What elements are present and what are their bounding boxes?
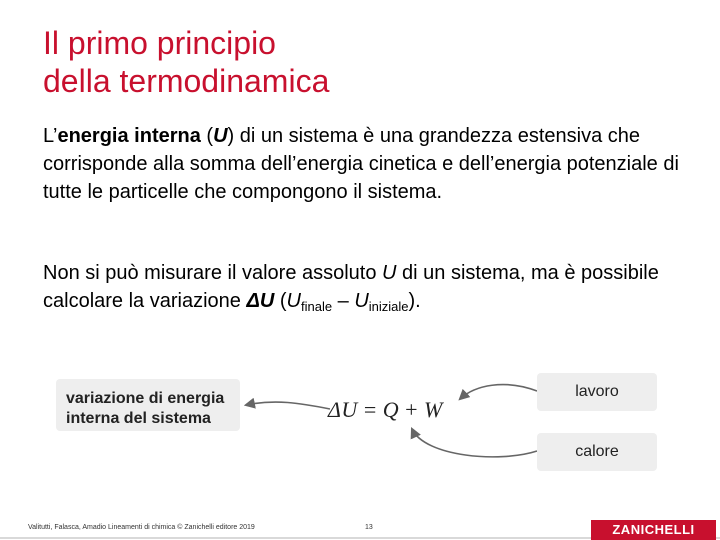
p2-text-d: ). — [408, 290, 421, 312]
first-law-formula — [328, 397, 443, 423]
p2-u-initial: U — [354, 290, 369, 312]
p2-delta-u: ΔU — [246, 290, 275, 312]
p2-text-a: Non si può misurare il valore assoluto — [43, 262, 383, 284]
p2-sub-initial: iniziale — [368, 299, 409, 314]
page-number: 13 — [365, 524, 373, 531]
p1-text-c: ) di un sistema è una grandezza estensiva che corrisponde alla somma dell’energia cinetica e dell’energia potenziale di tutte le particelle che compongono il sistema. — [43, 125, 679, 203]
p1-text-b: ( — [200, 125, 214, 147]
first-law-diagram — [50, 365, 675, 495]
formula-q: Q — [382, 397, 400, 422]
internal-energy-box: variazione di energia interna del sistema — [56, 379, 240, 431]
p2-minus: – — [332, 290, 355, 312]
formula-delta-u: ΔU — [328, 397, 358, 422]
p2-text-c: ( — [274, 290, 287, 312]
arrow-to-internal-energy — [246, 402, 330, 409]
p2-symbol-u: U — [382, 262, 397, 284]
slide-title — [43, 24, 663, 100]
p2-u-final: U — [286, 290, 301, 312]
work-box: lavoro — [537, 373, 657, 411]
publisher-logo: ZANICHELLI — [591, 520, 716, 540]
p2-text-b: di un sistema, ma è possibile calcolare la variazione — [43, 262, 659, 312]
paragraph-definition — [43, 122, 683, 206]
title-line-1: Il primo principio — [43, 25, 276, 61]
heat-box: calore — [537, 433, 657, 471]
p1-symbol-u: U — [213, 125, 228, 147]
footer-credit: Valitutti, Falasca, Amadio Lineamenti di chimica © Zanichelli editore 2019 — [28, 524, 255, 531]
formula-w: W — [424, 397, 443, 422]
paragraph-variation — [43, 259, 683, 321]
arrow-from-work — [460, 385, 537, 399]
p1-text-a: L’ — [43, 125, 58, 147]
p1-bold-term: energia interna — [57, 125, 201, 147]
title-line-2: della termodinamica — [43, 63, 330, 99]
arrow-from-heat — [412, 429, 537, 457]
p2-sub-final: finale — [300, 299, 333, 314]
formula-equals: = — [357, 397, 383, 422]
formula-plus: + — [399, 397, 425, 422]
